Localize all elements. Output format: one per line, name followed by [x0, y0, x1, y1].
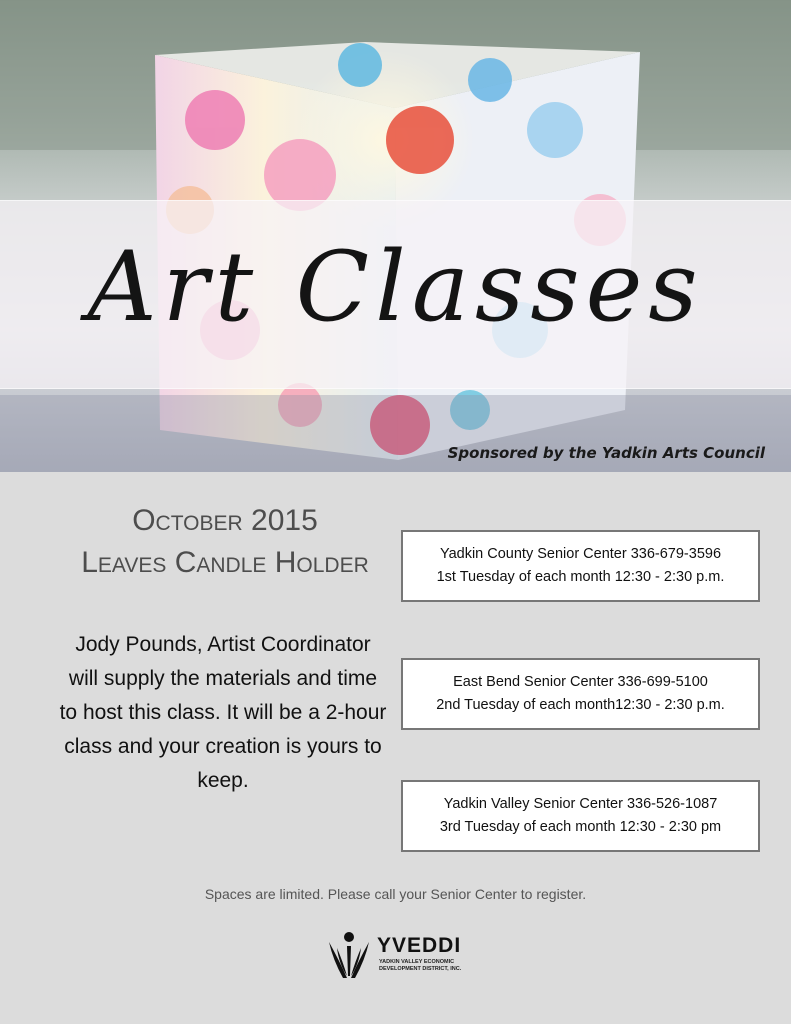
- location-box-yadkin-county: [401, 530, 760, 602]
- location-name-phone: East Bend Senior Center 336-699-5100: [453, 674, 708, 690]
- location-schedule: 2nd Tuesday of each month12:30 - 2:30 p.m.: [436, 697, 725, 713]
- registration-note: Spaces are limited. Please call your Senior Center to register.: [204, 886, 587, 902]
- location-box-east-bend: [401, 658, 760, 730]
- logo-subtitle: YADKIN VALLEY ECONOMIC DEVELOPMENT DISTRICT, INC.: [379, 959, 462, 972]
- sponsor-text: Sponsored by the Yadkin Arts Council: [447, 444, 765, 462]
- class-description: Jody Pounds, Artist Coordinator will supply the materials and time to host this class. It will be a 2-hour class and your creation is yours to keep.: [59, 633, 387, 792]
- class-project: Leaves Candle Holder: [81, 546, 369, 579]
- location-schedule: 3rd Tuesday of each month 12:30 - 2:30 pm: [439, 819, 722, 835]
- location-name-phone: Yadkin Valley Senior Center 336-526-1087: [443, 796, 718, 812]
- location-name-phone: Yadkin County Senior Center 336-679-3596: [439, 546, 722, 562]
- yveddi-logo: [325, 930, 475, 980]
- yveddi-logo-icon: [325, 930, 373, 980]
- location-schedule: 1st Tuesday of each month 12:30 - 2:30 p.m.: [436, 569, 725, 585]
- class-heading: [40, 500, 410, 584]
- poster-title: Art Classes: [87, 231, 704, 343]
- logo-name: YVEDDI: [377, 934, 462, 957]
- class-date: October 2015: [132, 504, 318, 537]
- location-box-yadkin-valley: [401, 780, 760, 852]
